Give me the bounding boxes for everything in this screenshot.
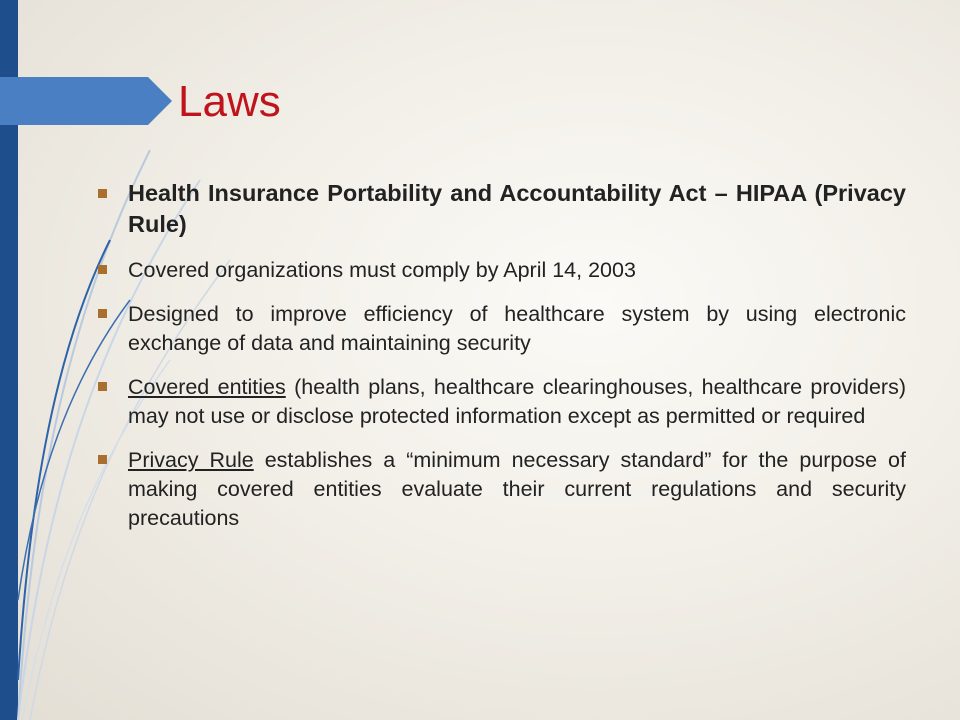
title-tab-shape (0, 77, 172, 125)
bullet-list (128, 178, 906, 548)
bullet-item-purpose (128, 300, 906, 358)
bullet-text: Designed to improve efficiency of healthcare system by using electronic exchange of data and maintaining security (128, 302, 906, 355)
square-bullet-icon (98, 382, 107, 391)
bullet-item-privacy-rule (128, 446, 906, 533)
bullet-text: (health plans, healthcare clearinghouses, healthcare providers) may not use or disclose protected information except as permitted or required (128, 375, 906, 428)
slide-title: Laws (178, 77, 281, 126)
bullet-item-compliance-date (128, 256, 906, 285)
bullet-text: Covered organizations must comply by April 14, 2003 (128, 258, 636, 282)
bullet-text: Health Insurance Portability and Accountability Act – HIPAA (Privacy Rule) (128, 180, 906, 237)
square-bullet-icon (98, 189, 107, 198)
bullet-text: establishes a “minimum necessary standard” for the purpose of making covered entities evaluate their current regulations and security precautions (128, 448, 906, 530)
underlined-term: Covered entities (128, 375, 286, 399)
underlined-term: Privacy Rule (128, 448, 254, 472)
square-bullet-icon (98, 455, 107, 464)
square-bullet-icon (98, 265, 107, 274)
bullet-item-covered-entities (128, 373, 906, 431)
square-bullet-icon (98, 309, 107, 318)
bullet-item-hipaa (128, 178, 906, 240)
